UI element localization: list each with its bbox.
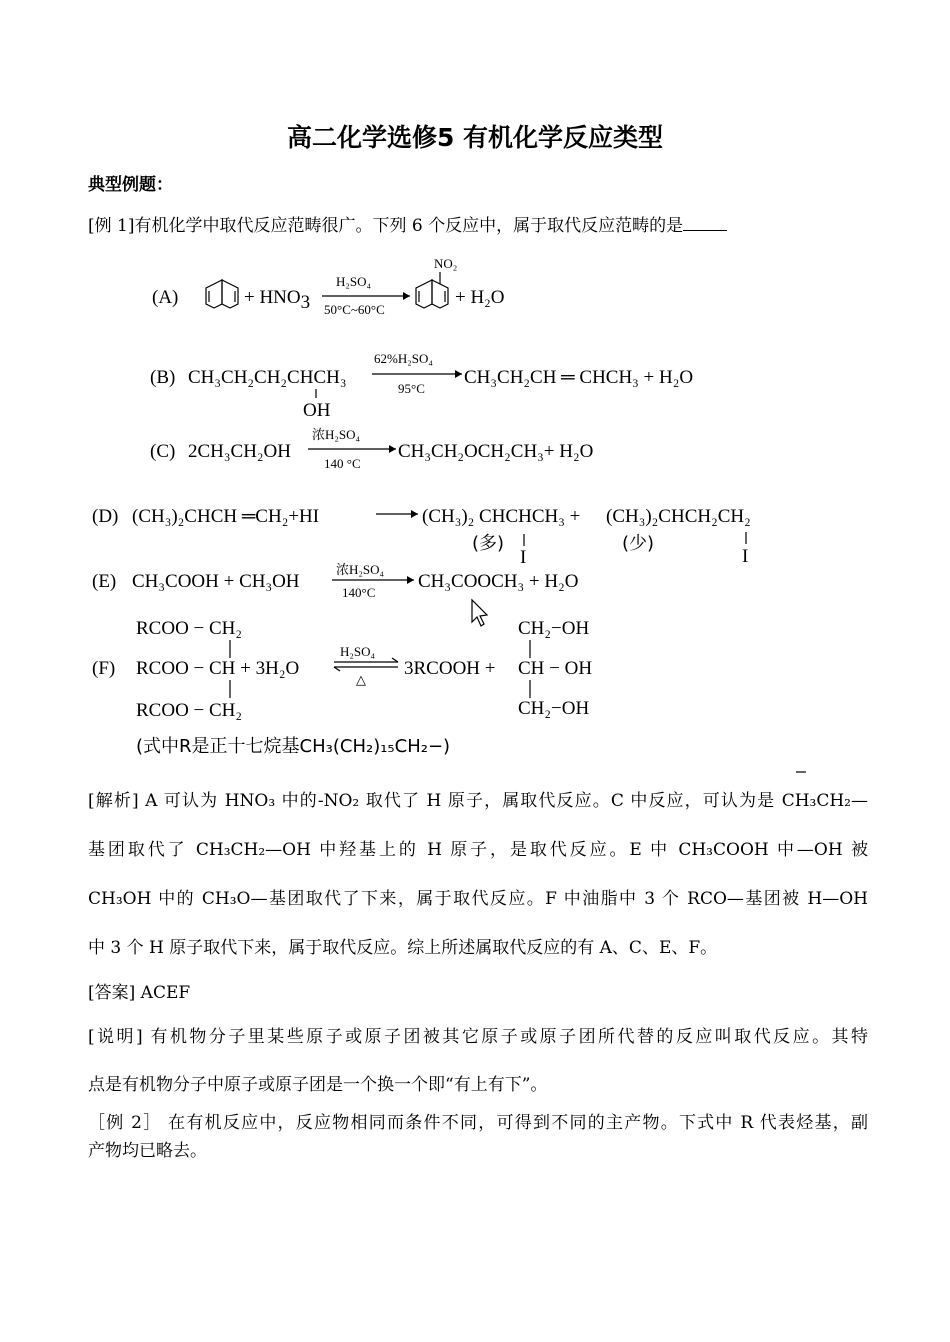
reaction-e xyxy=(92,562,578,626)
reaction-e-arrowhead xyxy=(407,576,414,584)
reaction-f-product-mid: 3RCOOH + xyxy=(404,658,496,679)
reaction-b-cond-top: 62%H₂SO₄ xyxy=(374,351,433,366)
nitronaphthalene-icon xyxy=(416,272,448,308)
equilibrium-arrow xyxy=(334,658,398,671)
reaction-d-rhs1: (CH₃)₂ CHCHCH₃ + xyxy=(422,506,581,527)
example2-line-1: ［例 2］ 在有机反应中，反应物相同而条件不同，可得到不同的主产物。下式中 R 代表烃基，副 xyxy=(88,1113,868,1133)
reaction-c-cond-bottom: 140 °C xyxy=(324,456,361,471)
reaction-a-cond-bottom: 50°C~60°C xyxy=(324,302,385,317)
reaction-b-rhs: CH₃CH₂CH ═ CHCH₃ + H₂O xyxy=(464,367,694,388)
reaction-d-iodine1: I xyxy=(520,547,527,568)
example2-line-2: 产物均已略去。 xyxy=(88,1141,207,1161)
reaction-a-label: (A) xyxy=(152,287,179,308)
reaction-a-nitro: NO₂ xyxy=(434,256,458,271)
reaction-f-label: (F) xyxy=(92,658,116,679)
reaction-a-arrowhead xyxy=(403,292,410,300)
analysis-line-4: 中 3 个 H 原子取代下来，属于取代反应。综上所述属取代反应的有 A、C、E、F。 xyxy=(88,938,718,958)
reaction-d-note-major: (多) xyxy=(472,533,505,554)
analysis-line-3: CH₃OH 中的 CH₃O—基团取代了下来，属于取代反应。F 中油脂中 3 个 RCO—基团被 H—OH xyxy=(88,889,868,909)
reaction-f-product-row1: CH₂−OH xyxy=(518,618,590,639)
answer-line: [答案] ACEF xyxy=(88,983,191,1003)
reaction-e-rhs: CH₃COOCH₃ + H₂O xyxy=(418,571,579,592)
analysis-line-2: 基团取代了 CH₃CH₂—OH 中羟基上的 H 原子，是取代反应。E 中 CH₃COOH 中—OH 被 xyxy=(88,840,868,860)
reaction-d xyxy=(92,506,751,568)
reaction-a-rhs: + H₂O xyxy=(455,287,505,308)
reaction-a-cond-top: H₂SO₄ xyxy=(336,274,372,289)
reaction-b xyxy=(150,351,693,421)
reaction-b-label: (B) xyxy=(150,367,176,388)
reaction-f-cond-bottom: △ xyxy=(356,672,366,687)
reaction-b-arrowhead xyxy=(455,370,462,378)
reaction-d-iodine2: I xyxy=(742,546,749,567)
reaction-d-arrowhead xyxy=(411,510,418,518)
reaction-f xyxy=(92,618,806,772)
example1-question-text: 有机化学中取代反应范畴很广。下列 6 个反应中，属于取代反应范畴的是 xyxy=(134,216,684,236)
cursor-icon xyxy=(472,600,487,626)
reaction-f-reactant-row1: RCOO − CH₂ xyxy=(136,618,243,639)
page-title: 高二化学选修5 有机化学反应类型 xyxy=(286,123,664,152)
reaction-a xyxy=(152,256,505,317)
reaction-e-label: (E) xyxy=(92,571,117,592)
explanation-line-1: [说明] 有机物分子里某些原子或原子团被其它原子或原子团所代替的反应叫取代反应。其特 xyxy=(88,1027,868,1047)
reaction-e-lhs: CH₃COOH + CH₃OH xyxy=(132,571,300,592)
reaction-b-cond-bottom: 95°C xyxy=(398,381,425,396)
reaction-c-lhs: 2CH₃CH₂OH xyxy=(188,441,291,462)
reaction-f-reactant-row2: RCOO − CH + 3H₂O xyxy=(136,658,300,679)
reaction-d-label: (D) xyxy=(92,506,119,527)
reaction-c-cond-top: 浓H₂SO₄ xyxy=(312,427,361,442)
reaction-e-cond-bottom: 140°C xyxy=(342,585,376,600)
reaction-f-product-row3: CH₂−OH xyxy=(518,698,590,719)
reaction-d-rhs2: (CH₃)₂CHCH₂CH₂ xyxy=(606,506,751,527)
reaction-c-arrowhead xyxy=(389,445,396,453)
reaction-f-reactant-row3: RCOO − CH₂ xyxy=(136,700,243,721)
reaction-c-label: (C) xyxy=(150,441,176,462)
reaction-f-product-row2: CH − OH xyxy=(518,658,593,679)
reaction-a-lhs: + HNO3 xyxy=(244,287,311,313)
reaction-d-note-minor: (少) xyxy=(622,533,655,554)
reaction-b-lhs: CH₃CH₂CH₂CHCH₃ xyxy=(188,367,347,388)
reaction-b-oh: OH xyxy=(303,400,331,421)
reaction-e-cond-top: 浓H₂SO₄ xyxy=(336,562,385,577)
example1-prefix: [例 1] xyxy=(88,216,135,236)
explanation-line-2: 点是有机物分子中原子或原子团是一个换一个即“有上有下”。 xyxy=(88,1075,548,1095)
naphthalene-icon xyxy=(206,280,238,308)
reaction-f-cond-top: H₂SO₄ xyxy=(340,644,376,659)
reaction-f-note: (式中R是正十七烷基CH₃(CH₂)₁₅CH₂−) xyxy=(136,736,451,757)
reaction-d-lhs: (CH₃)₂CHCH ═CH₂+HI xyxy=(132,506,320,527)
section-heading: 典型例题： xyxy=(88,175,173,195)
reaction-c xyxy=(150,427,593,471)
analysis-line-1: [解析] A 可认为 HNO₃ 中的-NO₂ 取代了 H 原子，属取代反应。C 中反应，可认为是 CH₃CH₂— xyxy=(88,791,868,811)
reaction-c-rhs: CH₃CH₂OCH₂CH₃+ H₂O xyxy=(398,441,594,462)
